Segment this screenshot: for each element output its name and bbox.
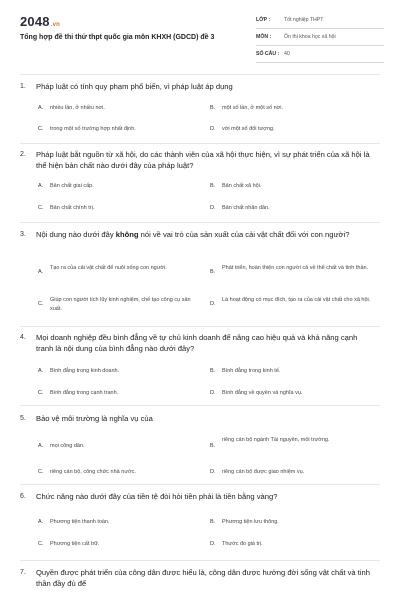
option-letter: A.	[38, 368, 44, 374]
meta-row-class	[256, 12, 384, 29]
option-text: Bản chất nhân dân.	[222, 205, 270, 211]
question-text: Quyền được phát triển của công dân được hiểu là, công dân được hưởng đời sống vật chất và tinh thần đầy đủ để	[36, 568, 370, 588]
divider	[20, 222, 380, 223]
option-text: Tạo ra của cải vật chất để nuôi sống con người.	[50, 265, 167, 271]
divider	[20, 560, 380, 561]
option-letter: C.	[38, 469, 44, 475]
option-letter: B.	[210, 105, 216, 111]
option-letter: A.	[38, 105, 44, 111]
question-3	[20, 230, 380, 322]
divider	[20, 74, 380, 75]
option-letter: A.	[38, 519, 44, 525]
option-text: Bình đẳng trong kinh tế.	[222, 368, 281, 374]
question-text: Mọi doanh nghiệp đều bình đẳng về tự chủ kinh doanh để nâng cao hiệu quả và khả năng cạnh tranh là nội dung của bình đẳng nào dưới đây?	[36, 333, 358, 353]
question-text: Pháp luật có tính quy phạm phổ biến, vì pháp luật áp dụng	[36, 82, 233, 91]
document-title: Tổng hợp đề thi thử thpt quốc gia môn KHXH (GDCD) đề 3	[20, 34, 215, 41]
option-text: trong một số trường hợp nhất định.	[50, 126, 136, 132]
option-letter: C.	[38, 126, 44, 132]
option-text: với một số đối tượng.	[222, 126, 275, 132]
option-text: nhiều lần, ở nhiều nơi.	[50, 105, 105, 111]
question-6	[20, 492, 380, 554]
option-letter: C.	[38, 390, 44, 396]
option-text: Giúp con người tích lũy kinh nghiệm, chế tạo công cụ sản xuất.	[50, 297, 191, 312]
option-text: riêng cán bộ được giao nhiệm vụ.	[222, 469, 305, 475]
meta-key: LỚP :	[256, 17, 271, 23]
option-text: một số lần, ở một số nơi.	[222, 105, 284, 111]
option-letter: D.	[210, 205, 216, 211]
option-letter: C.	[38, 301, 44, 307]
question-number: 6.	[20, 493, 26, 500]
meta-key: MÔN :	[256, 34, 272, 40]
option-text: Thước đo giá trị.	[222, 541, 263, 547]
option-text: Bản chất chính trị.	[50, 205, 95, 211]
option-text: riêng cán bộ ngành Tài nguyên, môi trường.	[222, 437, 330, 443]
meta-value: Tốt nghiệp THPT	[284, 17, 324, 23]
option-letter: B.	[210, 183, 216, 189]
option-text: Bình đẳng về quyền và nghĩa vụ.	[222, 390, 303, 396]
option-letter: A.	[38, 443, 44, 449]
option-letter: C.	[38, 205, 44, 211]
option-letter: D.	[210, 469, 216, 475]
option-text: Bình đẳng trong kinh doanh.	[50, 368, 120, 374]
question-number: 2.	[20, 151, 26, 158]
question-text-emphasis: không	[115, 230, 139, 239]
question-number: 3.	[20, 231, 26, 238]
logo-suffix: .vn	[50, 22, 61, 28]
question-4	[20, 333, 380, 403]
question-number: 5.	[20, 415, 26, 422]
meta-key: SỐ CÂU :	[256, 51, 280, 57]
question-2	[20, 150, 380, 220]
option-letter: C.	[38, 541, 44, 547]
divider	[20, 484, 380, 485]
option-text: Phương tiện lưu thông.	[222, 519, 279, 525]
option-letter: B.	[210, 519, 216, 525]
question-text: Pháp luật bắt nguồn từ xã hội, do các thành viên của xã hội thực hiện, vì sự phát triển của xã hội là thể hiện bản chất nào dưới đây của pháp luật?	[36, 150, 370, 170]
meta-row-count	[256, 46, 384, 63]
question-5	[20, 414, 380, 480]
site-logo[interactable]	[20, 14, 60, 29]
option-text: Bản chất giai cấp.	[50, 183, 94, 189]
option-letter: D.	[210, 541, 216, 547]
option-letter: B.	[210, 269, 216, 275]
option-text: Bình đẳng trong cạnh tranh.	[50, 390, 119, 396]
meta-value: 40	[284, 51, 290, 57]
divider	[20, 143, 380, 144]
meta-row-subject	[256, 29, 384, 46]
option-letter: B.	[210, 443, 216, 449]
option-letter: D.	[210, 126, 216, 132]
option-letter: B.	[210, 368, 216, 374]
question-text-part: nói về vai trò của sản xuất của cải vật chất đối với con người?	[138, 230, 350, 239]
option-letter: D.	[210, 301, 216, 307]
question-text: Chức năng nào dưới đây của tiền tệ đòi hỏi tiền phải là tiền bằng vàng?	[36, 492, 278, 501]
option-letter: A.	[38, 183, 44, 189]
logo-main: 2048	[20, 14, 50, 29]
question-number: 7.	[20, 569, 26, 576]
question-number: 4.	[20, 334, 26, 341]
option-letter: A.	[38, 269, 44, 275]
option-text: Phương tiện thanh toán.	[50, 519, 110, 525]
question-text	[36, 230, 376, 241]
divider	[20, 326, 380, 327]
divider	[20, 405, 380, 406]
question-text-part: Nội dung nào dưới đây	[36, 230, 116, 239]
option-text: Phát triển, hoàn thiện con người cả về thể chất và tinh thần.	[222, 265, 369, 271]
question-text: Bảo vệ môi trường là nghĩa vụ của	[36, 414, 153, 423]
option-text: Là hoạt động có mục đích, tạo ra của cải vật chất cho xã hội.	[222, 297, 371, 303]
question-7	[20, 568, 380, 598]
meta-value: Ôn thi khoa học xã hội	[284, 34, 336, 40]
option-text: mọi công dân.	[50, 443, 85, 449]
option-letter: D.	[210, 390, 216, 396]
question-1	[20, 82, 380, 138]
option-text: riêng cán bộ, công chức nhà nước.	[50, 469, 136, 475]
option-text: Phương tiện cất trữ.	[50, 541, 100, 547]
option-text: Bản chất xã hội.	[222, 183, 262, 189]
question-number: 1.	[20, 83, 26, 90]
page-header	[0, 0, 400, 72]
